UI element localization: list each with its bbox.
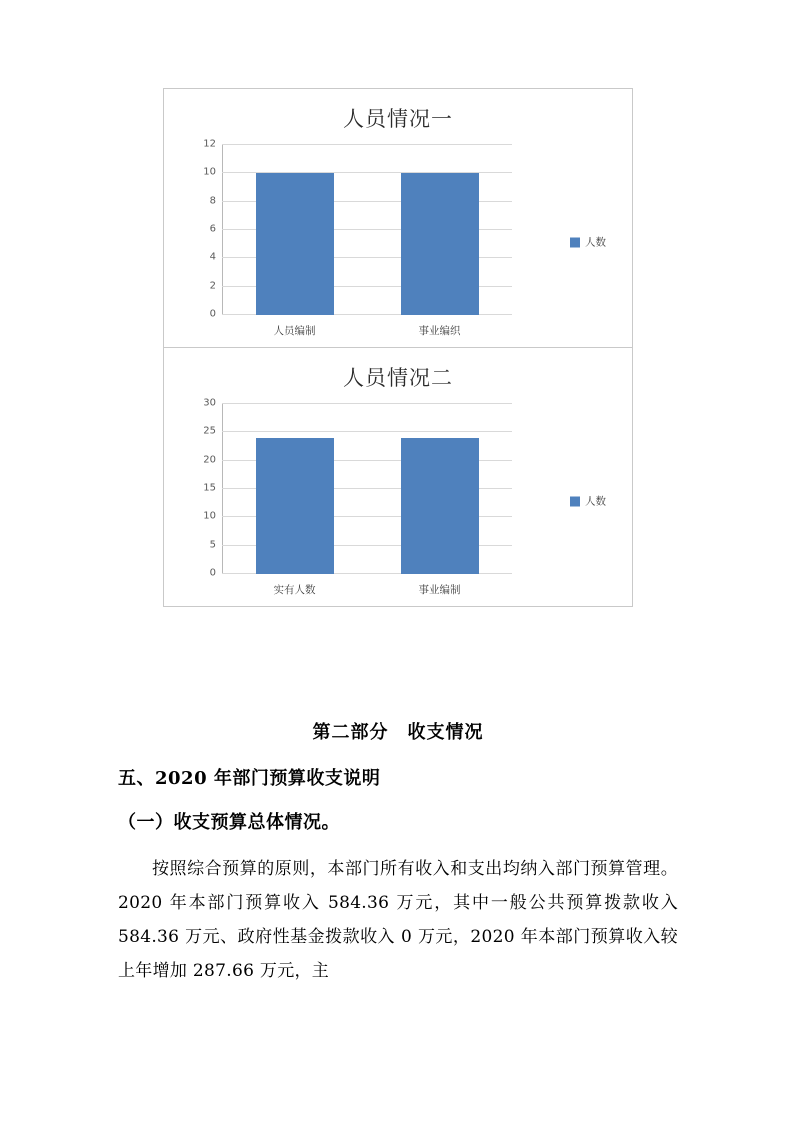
bar-column	[392, 145, 488, 337]
chart-card-personnel-1	[163, 88, 633, 348]
y-tick: 15	[203, 482, 216, 494]
subsection-heading: （一）收支预算总体情况。	[118, 812, 340, 833]
chart-legend	[570, 494, 606, 509]
chart-plot	[164, 396, 632, 606]
part-heading: 第二部分 收支情况	[312, 722, 484, 743]
bar-group	[222, 145, 512, 337]
body-paragraph: 按照综合预算的原则，本部门所有收入和支出均纳入部门预算管理。2020 年本部门预算收入 584.36 万元，其中一般公共预算拨款收入 584.36 万元、政府性基金拨款收入 0 万元，2020 年本部门预算收入较上年增加 287.66 万元，主	[118, 859, 678, 981]
chart-card-personnel-2	[163, 348, 633, 607]
chart-title: 人员情况一	[343, 107, 453, 131]
y-tick: 10	[203, 166, 216, 178]
legend-swatch-icon	[570, 237, 580, 247]
chart-title: 人员情况二	[343, 366, 453, 390]
y-tick: 20	[203, 454, 216, 466]
y-tick: 25	[203, 425, 216, 437]
category-label: 实有人数	[273, 584, 316, 596]
chart-stack	[163, 88, 633, 607]
category-label: 事业编织	[418, 325, 461, 337]
chart-legend	[570, 235, 606, 250]
bar	[401, 438, 479, 574]
y-tick: 8	[209, 195, 216, 207]
bar	[256, 173, 334, 315]
document-body	[118, 718, 678, 988]
bar-column	[247, 145, 343, 337]
y-tick: 0	[209, 308, 216, 320]
plot-area	[203, 397, 512, 596]
y-tick: 12	[203, 138, 216, 150]
legend-label: 人数	[585, 236, 606, 249]
chart-plot	[164, 137, 632, 347]
section-heading: 五、2020 年部门预算收支说明	[118, 768, 381, 789]
category-label: 人员编制	[273, 325, 316, 337]
y-tick: 4	[209, 251, 216, 263]
y-tick: 0	[209, 567, 216, 579]
category-label: 事业编制	[418, 584, 461, 596]
bar-column	[392, 404, 488, 596]
bar-group	[222, 404, 512, 596]
plot-area	[203, 138, 512, 337]
legend-label: 人数	[585, 495, 606, 508]
legend-swatch-icon	[570, 496, 580, 506]
y-tick: 2	[209, 280, 216, 292]
y-tick: 30	[203, 397, 216, 409]
bar-column	[247, 404, 343, 596]
y-tick: 6	[209, 223, 216, 235]
bar	[401, 173, 479, 315]
bar	[256, 438, 334, 574]
y-tick: 5	[209, 539, 216, 551]
y-tick: 10	[203, 510, 216, 522]
